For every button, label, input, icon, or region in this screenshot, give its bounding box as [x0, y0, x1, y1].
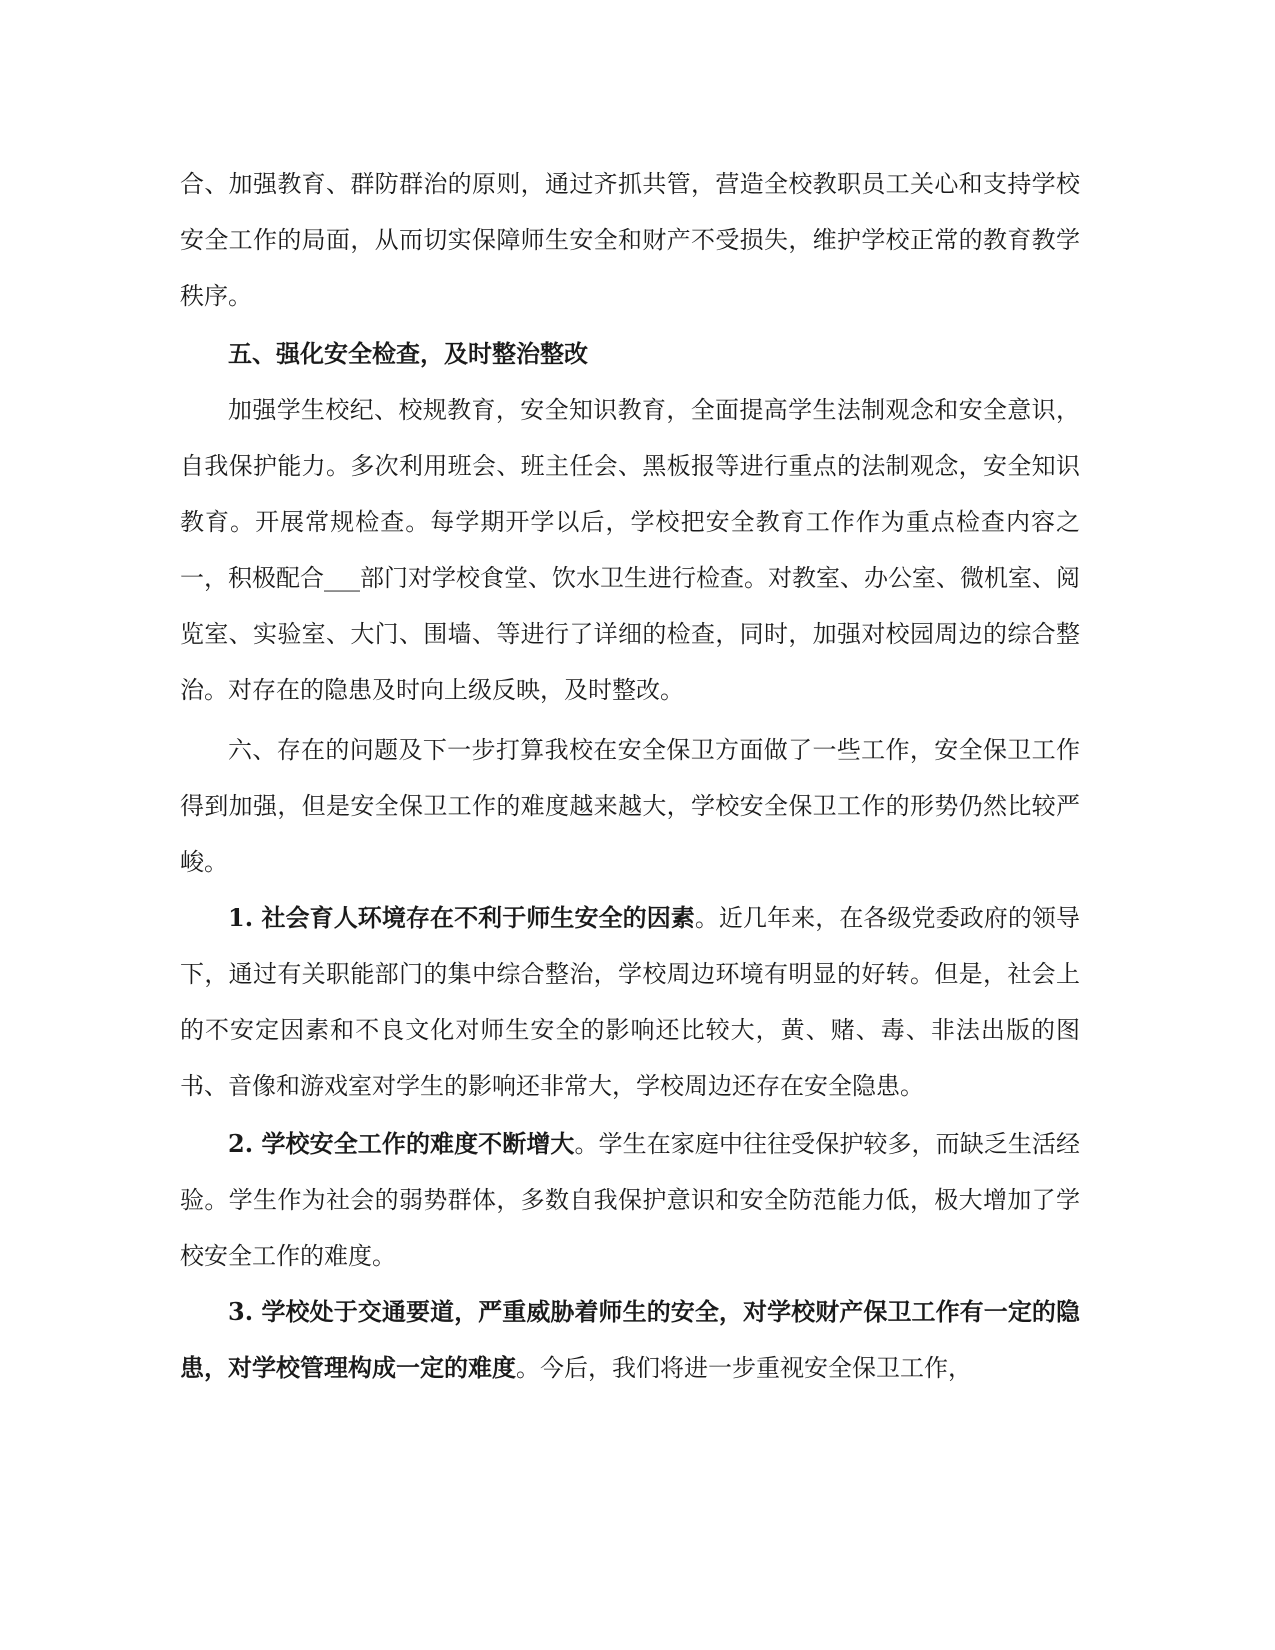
list-item-2	[180, 1116, 1080, 1284]
list-item-2-text: 。学生在家庭中往往受保护较多，而缺乏生活经验。学生作为社会的弱势群体，多数自我保护意识和安全防范能力低，极大增加了学校安全工作的难度。	[180, 1130, 1080, 1270]
heading-text: 五、强化安全检查，及时整治整改	[228, 339, 588, 368]
list-item-3	[180, 1284, 1080, 1396]
paragraph-text: 加强学生校纪、校规教育，安全知识教育，全面提高学生法制观念和安全意识，自我保护能力。多次利用班会、班主任会、黑板报等进行重点的法制观念，安全知识教育。开展常规检查。每学期开学以后，学校把安全教育工作作为重点检查内容之一，积极配合___部门对学校食堂、饮水卫生进行检查。对教室、办公室、微机室、阅览室、实验室、大门、围墙、等进行了详细的检查，同时，加强对校园周边的综合整治。对存在的隐患及时向上级反映，及时整改。	[180, 396, 1080, 704]
document-page	[180, 0, 1080, 1650]
paragraph-text: 六、存在的问题及下一步打算我校在安全保卫方面做了一些工作，安全保卫工作得到加强，但是安全保卫工作的难度越来越大，学校安全保卫工作的形势仍然比较严峻。	[180, 736, 1080, 876]
list-item-3-text: 。今后，我们将进一步重视安全保卫工作，	[516, 1354, 972, 1382]
list-item-1	[180, 890, 1080, 1114]
list-item-1-lead: 1. 社会育人环境存在不利于师生安全的因素	[228, 903, 695, 932]
paragraph-principle	[180, 156, 1080, 324]
list-item-3-lead: 3. 学校处于交通要道，严重威胁着师生的安全，对学校财产保卫工作有一定的隐患，对学校管理构成一定的难度	[180, 1297, 1080, 1382]
list-item-2-lead: 2. 学校安全工作的难度不断增大	[228, 1129, 575, 1158]
paragraph-problems	[180, 722, 1080, 890]
paragraph-text: 合、加强教育、群防群治的原则，通过齐抓共管，营造全校教职员工关心和支持学校安全工作的局面，从而切实保障师生安全和财产不受损失，维护学校正常的教育教学秩序。	[180, 170, 1080, 310]
list-item-1-text: 。近几年来，在各级党委政府的领导下，通过有关职能部门的集中综合整治，学校周边环境有明显的好转。但是，社会上的不安定因素和不良文化对师生安全的影响还比较大，黄、赌、毒、非法出版的图书、音像和游戏室对学生的影响还非常大，学校周边还存在安全隐患。	[180, 904, 1080, 1100]
paragraph-inspection	[180, 382, 1080, 718]
section-heading-5	[180, 326, 1080, 382]
